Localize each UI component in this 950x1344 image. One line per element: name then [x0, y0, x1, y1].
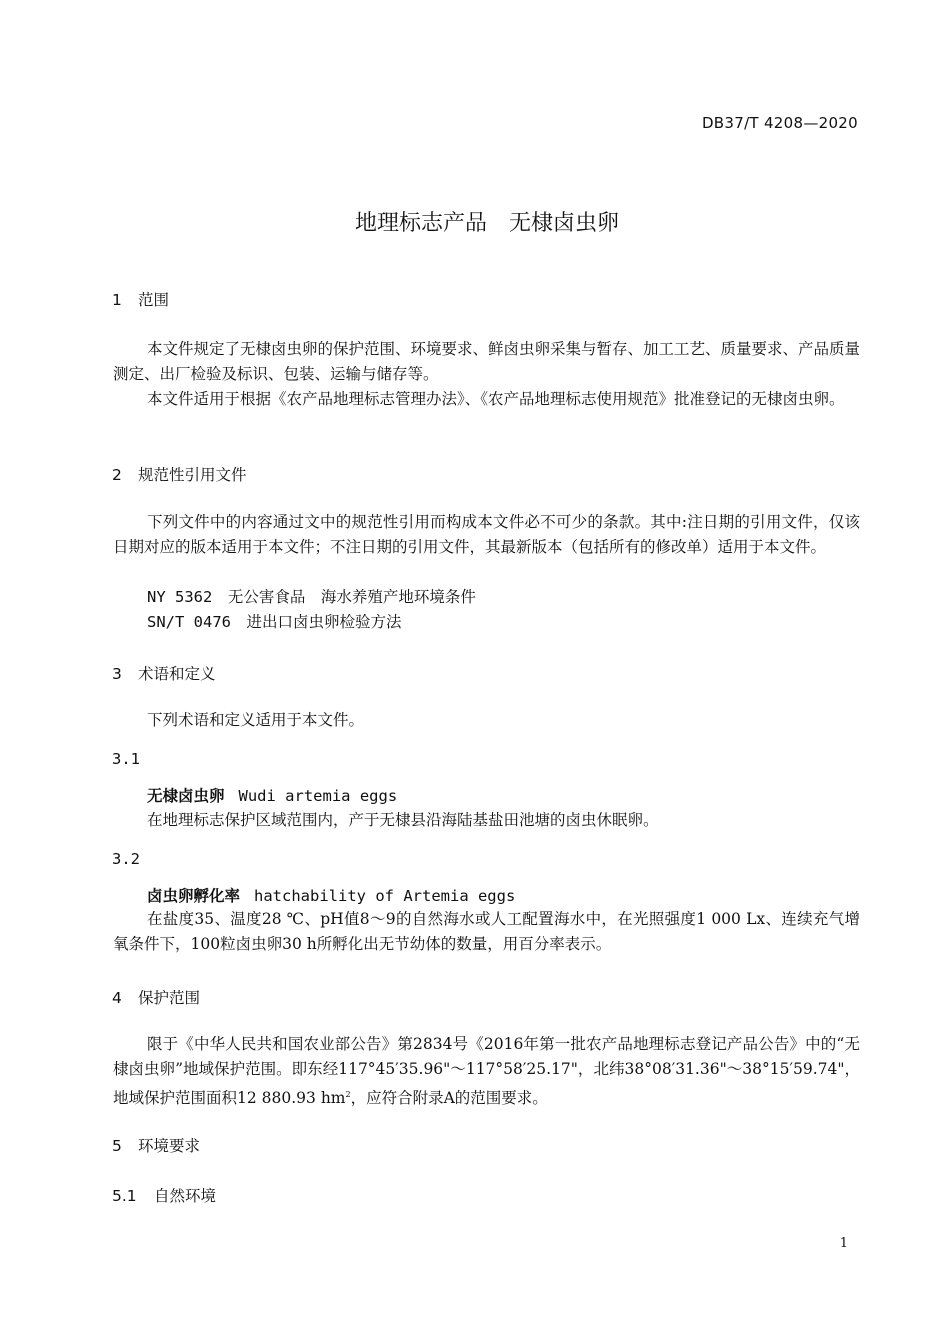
section-title: 自然环境 [154, 1187, 217, 1205]
paragraph: 下列术语和定义适用于本文件。 [147, 711, 365, 729]
section-number: 4 [112, 989, 122, 1007]
section-5-1-heading [112, 1184, 216, 1206]
term-name: 卤虫卵孵化率 [147, 887, 241, 905]
paragraph: 本文件规定了无棣卤虫卵的保护范围、环境要求、鲜卤虫卵采集与暂存、加工工艺、质量要求、产品质量测定、出厂检验及标识、包装、运输与储存等。 [113, 340, 861, 383]
section-title: 环境要求 [138, 1137, 201, 1155]
section-5-heading [112, 1134, 200, 1156]
term-name: 无棣卤虫卵 [147, 787, 225, 805]
section-title: 规范性引用文件 [138, 466, 247, 484]
term-english: hatchability of Artemia eggs [254, 887, 516, 905]
section-title: 范围 [138, 291, 170, 309]
term-definition [113, 907, 860, 957]
paragraph-text: 限于《中华人民共和国农业部公告》第2834号《2016年第一批农产品地理标志登记产品公告》中的“无棣卤虫卵”地域保护范围。即东经117°45′35.96"～117°58′25.17"，北纬38°08′31.36"～38°15′59.74"，地域保护范围面积12 880.93 hm [113, 1035, 860, 1108]
term-entry [147, 784, 397, 809]
section-3-heading [112, 662, 216, 684]
paragraph-text: ，应符合附录A的范围要求。 [350, 1089, 548, 1108]
term-english: Wudi artemia eggs [238, 787, 398, 805]
paragraph: 下列文件中的内容通过文中的规范性引用而构成本文件必不可少的条款。其中:注日期的引用文件，仅该日期对应的版本适用于本文件；不注日期的引用文件，其最新版本（包括所有的修改单）适用于本文件。 [113, 513, 860, 556]
section-title: 术语和定义 [138, 665, 216, 683]
document-title: 地理标志产品 无棣卤虫卵 [354, 211, 619, 236]
section-title: 保护范围 [138, 989, 201, 1007]
section-number: 3 [112, 665, 122, 683]
term-definition: 在地理标志保护区域范围内，产于无棣县沿海陆基盐田池塘的卤虫休眠卵。 [147, 811, 659, 829]
reference-item: SN/T 0476 进出口卤虫卵检验方法 [147, 613, 402, 631]
section-1-heading [112, 288, 169, 310]
page-number: 1 [839, 1236, 848, 1251]
superscript: 2 [345, 1090, 351, 1099]
paragraph: 本文件适用于根据《农产品地理标志管理办法》、《农产品地理标志使用规范》批准登记的无棣卤虫卵。 [147, 390, 845, 408]
section-4-heading [112, 986, 200, 1008]
paragraph [113, 1032, 860, 1111]
section-number: 2 [112, 466, 122, 484]
standard-number: DB37/T 4208—2020 [701, 114, 858, 132]
section-2-heading [112, 463, 247, 485]
term-number: 3.1 [112, 750, 140, 768]
section-number: 5 [112, 1137, 122, 1155]
paragraph: 在盐度35、温度28 ℃、pH值8～9的自然海水或人工配置海水中，在光照强度1 000 Lx、连续充气增氧条件下，100粒卤虫卵30 h所孵化出无节幼体的数量，用百分率表示。 [113, 910, 860, 953]
section-number: 5.1 [112, 1187, 137, 1205]
section-2-body [113, 510, 860, 560]
section-4-body [113, 1032, 860, 1111]
term-entry [147, 884, 515, 909]
section-number: 1 [112, 291, 122, 309]
section-1-body [113, 337, 860, 412]
term-number: 3.2 [112, 850, 140, 868]
reference-item: NY 5362 无公害食品 海水养殖产地环境条件 [147, 588, 476, 606]
